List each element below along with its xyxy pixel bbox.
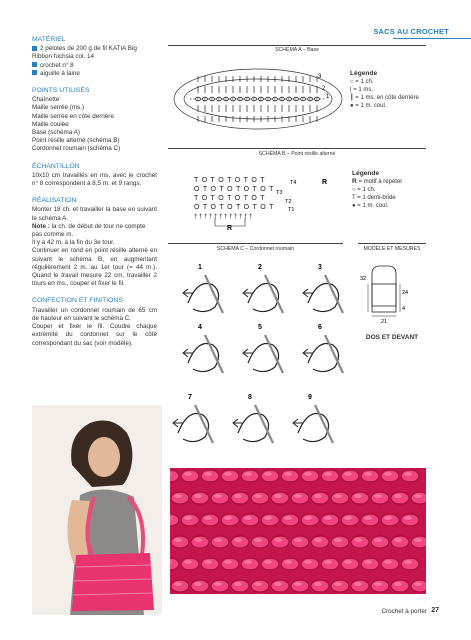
stitch-texture-blob <box>281 558 299 570</box>
stitch-highlight <box>414 538 422 542</box>
stitch-texture-blob <box>181 470 199 482</box>
stitch-texture-blob <box>171 580 189 592</box>
footer-magazine: Crochet à porter <box>381 608 427 615</box>
stitch-texture-blob <box>301 470 319 482</box>
stitch-texture-blob <box>351 536 369 548</box>
stitch-texture-blob <box>241 558 259 570</box>
stitch-texture-blob <box>241 514 259 526</box>
stitch-closeup-photo <box>170 468 426 594</box>
stitch-highlight <box>254 538 262 542</box>
stitch-highlight <box>364 516 372 520</box>
stitch-texture-blob <box>321 514 339 526</box>
point-item: Maille serrée (ms.) <box>32 104 85 112</box>
stitch-highlight <box>274 582 282 586</box>
stitch-texture-blob <box>381 558 399 570</box>
yarn-loop-icon <box>308 283 339 311</box>
stitch-highlight <box>224 472 232 476</box>
stitch-highlight <box>354 538 362 542</box>
step-number: 3 <box>318 264 322 271</box>
yarn-loop-icon <box>308 343 339 371</box>
stitch-texture-blob <box>361 470 379 482</box>
stitch-highlight <box>234 582 242 586</box>
stitch-texture-blob <box>371 492 389 504</box>
stitch-row-glyphs: O T O T O T O T O T <box>194 186 275 193</box>
stitch-highlight <box>174 582 182 586</box>
stitch-highlight <box>264 472 272 476</box>
stitch-texture-blob <box>401 558 419 570</box>
materiel-title: MATÉRIEL <box>32 36 66 43</box>
stitch-highlight <box>364 472 372 476</box>
bag-measure-diagram <box>358 262 426 332</box>
point-item: Maille coulée <box>32 120 69 128</box>
single-crochet-symbol-icon: | <box>350 87 354 93</box>
stitch-highlight <box>204 516 212 520</box>
stitch-highlight <box>294 494 302 498</box>
stitch-texture-blob <box>221 514 239 526</box>
stitch-texture-blob <box>281 470 299 482</box>
realisation-note: Note : la ch. de début de tour ne compte pas comme m. <box>32 222 146 239</box>
stitch-highlight <box>374 582 382 586</box>
stitch-highlight <box>404 472 412 476</box>
repeat-label-bottom: R <box>227 225 233 232</box>
stitch-highlight <box>204 560 212 564</box>
stitch-highlight <box>384 516 392 520</box>
stitch-texture-blob <box>261 514 279 526</box>
schema-b-row-label: T4 <box>290 180 297 186</box>
half-double-symbol-icon: T <box>352 195 358 201</box>
stitch-texture-blob <box>191 492 209 504</box>
legend-title: Légende <box>350 70 378 77</box>
stitch-highlight <box>374 494 382 498</box>
yarn-loop-icon <box>188 283 219 311</box>
stitch-highlight <box>204 472 212 476</box>
slip-stitch-symbol-icon: ● <box>350 103 356 109</box>
stitch-highlight <box>214 494 222 498</box>
bullet-square-icon <box>32 62 37 67</box>
materiel-item: 2 pelotes de 200 g de fil KATIA Big Ribbon fuchsia col. 14 <box>32 45 137 61</box>
stitch-highlight <box>264 560 272 564</box>
stitch-highlight <box>404 516 412 520</box>
schema-c-rule <box>168 243 343 244</box>
cord-step <box>303 324 343 373</box>
schema-a-rule <box>168 45 426 46</box>
stitch-highlight <box>384 472 392 476</box>
stitch-texture-blob <box>181 558 199 570</box>
realisation-p3: Il y a 42 m. à la fin du 3e tour. <box>32 239 115 247</box>
stitch-highlight <box>264 516 272 520</box>
stitch-texture-blob <box>331 536 349 548</box>
stitch-highlight <box>214 582 222 586</box>
stitch-texture-blob <box>271 580 289 592</box>
stitch-texture-blob <box>411 580 426 592</box>
stitch-highlight <box>384 560 392 564</box>
step-number: 9 <box>308 394 312 401</box>
stitch-row-glyphs: T O T O T O T O T <box>194 177 266 184</box>
bullet-square-icon <box>32 46 37 51</box>
stitch-texture-blob <box>351 580 369 592</box>
stitch-texture-blob <box>251 580 269 592</box>
legend-title: Légende <box>352 170 380 177</box>
point-item: Base (schéma A) <box>32 129 80 137</box>
modele-title: MODÈLE ET MESURES <box>363 246 421 252</box>
echantillon-title: ÉCHANTILLON <box>32 162 80 170</box>
stitch-texture-blob <box>301 514 319 526</box>
stitch-highlight <box>284 560 292 564</box>
yarn-loop-icon <box>248 343 279 371</box>
stitch-highlight <box>414 582 422 586</box>
cord-step <box>303 264 343 313</box>
stitch-texture-blob <box>201 514 219 526</box>
modele-caption: DOS ET DEVANT <box>365 334 419 341</box>
stitch-highlight <box>354 582 362 586</box>
stitch-texture-blob <box>341 514 359 526</box>
stitch-texture-blob <box>221 470 239 482</box>
stitch-highlight <box>304 472 312 476</box>
stitch-highlight <box>244 516 252 520</box>
stitch-highlight <box>364 560 372 564</box>
step-number: 7 <box>188 394 192 401</box>
schema-a-legend: Légende ○ = 1 ch. | = 1 ms. ┃ = 1 ms. en côte derrière ● = 1 m. coul. <box>350 70 419 109</box>
chain-symbol-icon: ○ <box>352 187 358 193</box>
stitch-highlight <box>394 582 402 586</box>
yarn-loop-icon <box>298 413 329 441</box>
repeat-label: R <box>322 179 328 186</box>
yarn-loop-icon <box>238 413 269 441</box>
stitch-highlight <box>344 472 352 476</box>
cord-step <box>233 394 273 443</box>
stitch-texture-blob <box>191 580 209 592</box>
cord-step <box>293 394 333 443</box>
stitch-texture-blob <box>411 536 426 548</box>
stitch-highlight <box>394 494 402 498</box>
stitch-highlight <box>414 494 422 498</box>
stitch-highlight <box>314 538 322 542</box>
realisation-p4: Continuer en rond en point résille alterné en suivant le schéma B, en augmentant régulièrement 2 m. au 1er tour (= 44 m.). Quand le travail mesure 22 cm, travailler 2 tours en ms., couper et fixer le fil. <box>32 247 157 288</box>
stitch-texture-blob <box>261 470 279 482</box>
stitch-highlight <box>394 538 402 542</box>
stitch-row-glyphs: T O T O T O T O T <box>194 195 266 202</box>
stitch-highlight <box>194 494 202 498</box>
stitch-highlight <box>254 494 262 498</box>
section-header: SACS AU CROCHET <box>373 27 449 36</box>
stitch-texture-blob <box>221 558 239 570</box>
stitch-texture-blob <box>311 580 329 592</box>
stitch-highlight <box>284 516 292 520</box>
schema-b-title: SCHÉMA B – Point résille alterné <box>258 151 336 157</box>
points-title: POINTS UTILISÉS <box>32 87 90 95</box>
stitch-highlight <box>294 538 302 542</box>
stitch-texture-blob <box>241 470 259 482</box>
yarn-loop-icon <box>188 343 219 371</box>
stitch-texture-blob <box>391 580 409 592</box>
stitch-texture-blob <box>371 536 389 548</box>
stitch-texture-blob <box>171 492 189 504</box>
cord-step <box>183 324 223 373</box>
stitch-texture-blob <box>321 470 339 482</box>
dim-label: 4 <box>402 306 406 312</box>
stitch-texture-blob <box>231 492 249 504</box>
stitch-texture-blob <box>391 492 409 504</box>
schema-c-title: SCHÉMA C – Cordonnet roumain <box>216 246 295 252</box>
stitch-highlight <box>344 516 352 520</box>
stitch-highlight <box>194 538 202 542</box>
stitch-texture-blob <box>211 580 229 592</box>
stitch-highlight <box>324 560 332 564</box>
stitch-highlight <box>184 472 192 476</box>
stitch-highlight <box>254 582 262 586</box>
repeat-symbol: R <box>352 178 357 185</box>
header-rule <box>393 38 471 39</box>
stitch-texture-blob <box>231 580 249 592</box>
stitch-highlight <box>374 538 382 542</box>
stitch-texture-blob <box>401 514 419 526</box>
back-loop-symbol-icon: ┃ <box>350 95 356 101</box>
stitch-highlight <box>304 560 312 564</box>
stitch-highlight <box>334 582 342 586</box>
stitch-texture-blob <box>251 536 269 548</box>
materiel-item: crochet n° 8 <box>32 62 157 70</box>
stitch-texture-blob <box>211 492 229 504</box>
stitch-highlight <box>244 472 252 476</box>
stitch-texture-blob <box>361 514 379 526</box>
stitch-highlight <box>324 516 332 520</box>
stitch-texture-blob <box>401 470 419 482</box>
schema-a-row-label: 3 <box>318 74 322 80</box>
materiel-item: aiguille à laine <box>32 70 157 78</box>
stitch-texture-blob <box>321 558 339 570</box>
stitch-texture-blob <box>381 514 399 526</box>
schema-b-diagram <box>190 168 335 233</box>
stitch-texture-blob <box>331 492 349 504</box>
dim-label: 24 <box>402 290 409 296</box>
schema-a-title: SCHÉMA A – Base <box>275 47 319 53</box>
foundation-chain-glyphs: † † † † † † † † † † † † <box>194 214 253 220</box>
cord-step <box>183 264 223 313</box>
stitch-texture-blob <box>351 492 369 504</box>
stitch-highlight <box>194 582 202 586</box>
stitch-highlight <box>244 560 252 564</box>
stitch-texture-blob <box>361 558 379 570</box>
schema-b-row-label: T2 <box>285 199 292 205</box>
stitch-highlight <box>174 538 182 542</box>
stitch-highlight <box>234 538 242 542</box>
stitch-texture-blob <box>231 536 249 548</box>
step-number: 5 <box>258 324 262 331</box>
step-number: 6 <box>318 324 322 331</box>
step-number: 4 <box>198 324 202 331</box>
stitch-highlight <box>214 538 222 542</box>
yarn-loop-icon <box>248 283 279 311</box>
stitch-highlight <box>184 560 192 564</box>
cord-step <box>173 394 213 443</box>
stitch-texture-blob <box>311 492 329 504</box>
stitch-highlight <box>334 494 342 498</box>
cord-step <box>243 324 283 373</box>
stitch-texture-blob <box>311 536 329 548</box>
stitch-texture-blob <box>201 558 219 570</box>
stitch-texture-blob <box>331 580 349 592</box>
stitch-texture-blob <box>371 580 389 592</box>
stitch-highlight <box>274 494 282 498</box>
stitch-highlight <box>324 472 332 476</box>
slip-stitch-symbol-icon: ● <box>352 203 358 209</box>
stitch-highlight <box>344 560 352 564</box>
stitch-texture-blob <box>291 492 309 504</box>
schema-b-row-label: T3 <box>276 190 283 196</box>
stitch-highlight <box>224 516 232 520</box>
stitch-texture-blob <box>381 470 399 482</box>
stitch-texture-blob <box>191 536 209 548</box>
stitch-highlight <box>174 494 182 498</box>
stitch-texture-blob <box>271 492 289 504</box>
modele-rule <box>358 243 426 244</box>
stitch-highlight <box>334 538 342 542</box>
confection-title: CONFECTION ET FINITIONS <box>32 297 123 305</box>
stitch-highlight <box>294 582 302 586</box>
schema-b-rule <box>168 148 426 149</box>
bullet-square-icon <box>32 70 37 75</box>
instructions-column <box>32 36 157 348</box>
stitch-texture-blob <box>281 514 299 526</box>
cord-step <box>243 264 283 313</box>
schema-b-legend: Légende R = motif à répéter ○ = 1 ch. T = 1 demi-bride ● = 1 m. coul. <box>352 170 403 209</box>
point-item: Point résille alterné (schéma B) <box>32 137 120 145</box>
stitch-highlight <box>274 538 282 542</box>
stitch-texture-blob <box>341 558 359 570</box>
stitch-texture-blob <box>391 536 409 548</box>
page-number: 27 <box>431 607 439 614</box>
stitch-texture-blob <box>251 492 269 504</box>
stitch-texture-blob <box>291 580 309 592</box>
stitch-highlight <box>234 494 242 498</box>
stitch-highlight <box>304 516 312 520</box>
point-item: Cordonnet roumain (schéma C) <box>32 145 121 153</box>
step-number: 2 <box>258 264 262 271</box>
confection-p1: Travailler un cordonnet roumain de 65 cm de hauteur en suivant le schéma C. <box>32 306 157 322</box>
schema-a-row-label: 1 <box>326 94 330 100</box>
stitch-highlight <box>184 516 192 520</box>
stitch-texture-blob <box>411 492 426 504</box>
dim-label: 32 <box>360 276 367 282</box>
stitch-texture-blob <box>201 470 219 482</box>
stitch-highlight <box>404 560 412 564</box>
step-number: 8 <box>248 394 252 401</box>
stitch-highlight <box>314 582 322 586</box>
stitch-highlight <box>284 472 292 476</box>
schema-a-row-label: 2 <box>322 86 326 92</box>
confection-p2: Couper et fixer le fil. Coudre chaque extrémité du cordonnet sur le côté correspondant du sac (voir modèle). <box>32 323 157 347</box>
stitch-texture-blob <box>171 536 189 548</box>
stitch-texture-blob <box>341 470 359 482</box>
stitch-highlight <box>354 494 362 498</box>
stitch-row-glyphs: O T O T O T O T O T <box>194 204 275 211</box>
point-item: Maille serrée en côte derrière <box>32 112 114 120</box>
yarn-loop-icon <box>178 413 209 441</box>
echantillon-text: 10x10 cm travaillés en ms. avec le crochet n° 8 correspondent à 8,5 m. et 9 rangs. <box>32 171 157 188</box>
stitch-texture-blob <box>291 536 309 548</box>
step-number: 1 <box>198 264 202 271</box>
chain-symbol-icon: ○ <box>350 79 356 85</box>
schema-c-steps <box>168 258 348 458</box>
schema-b-row-label: T1 <box>288 207 295 213</box>
stitch-highlight <box>224 560 232 564</box>
realisation-p1: Monter 18 ch. et travailler la base en suivant le schéma A. <box>32 206 157 222</box>
stitch-texture-blob <box>271 536 289 548</box>
stitch-highlight <box>314 494 322 498</box>
point-item: Chaînette <box>32 96 60 104</box>
stitch-texture-blob <box>301 558 319 570</box>
dim-label: 21 <box>381 319 388 325</box>
stitch-texture-blob <box>181 514 199 526</box>
stitch-texture-blob <box>261 558 279 570</box>
schema-a-diagram <box>168 62 348 132</box>
model-photo <box>32 405 162 615</box>
realisation-title: RÉALISATION <box>32 197 77 205</box>
stitch-texture-blob <box>211 536 229 548</box>
